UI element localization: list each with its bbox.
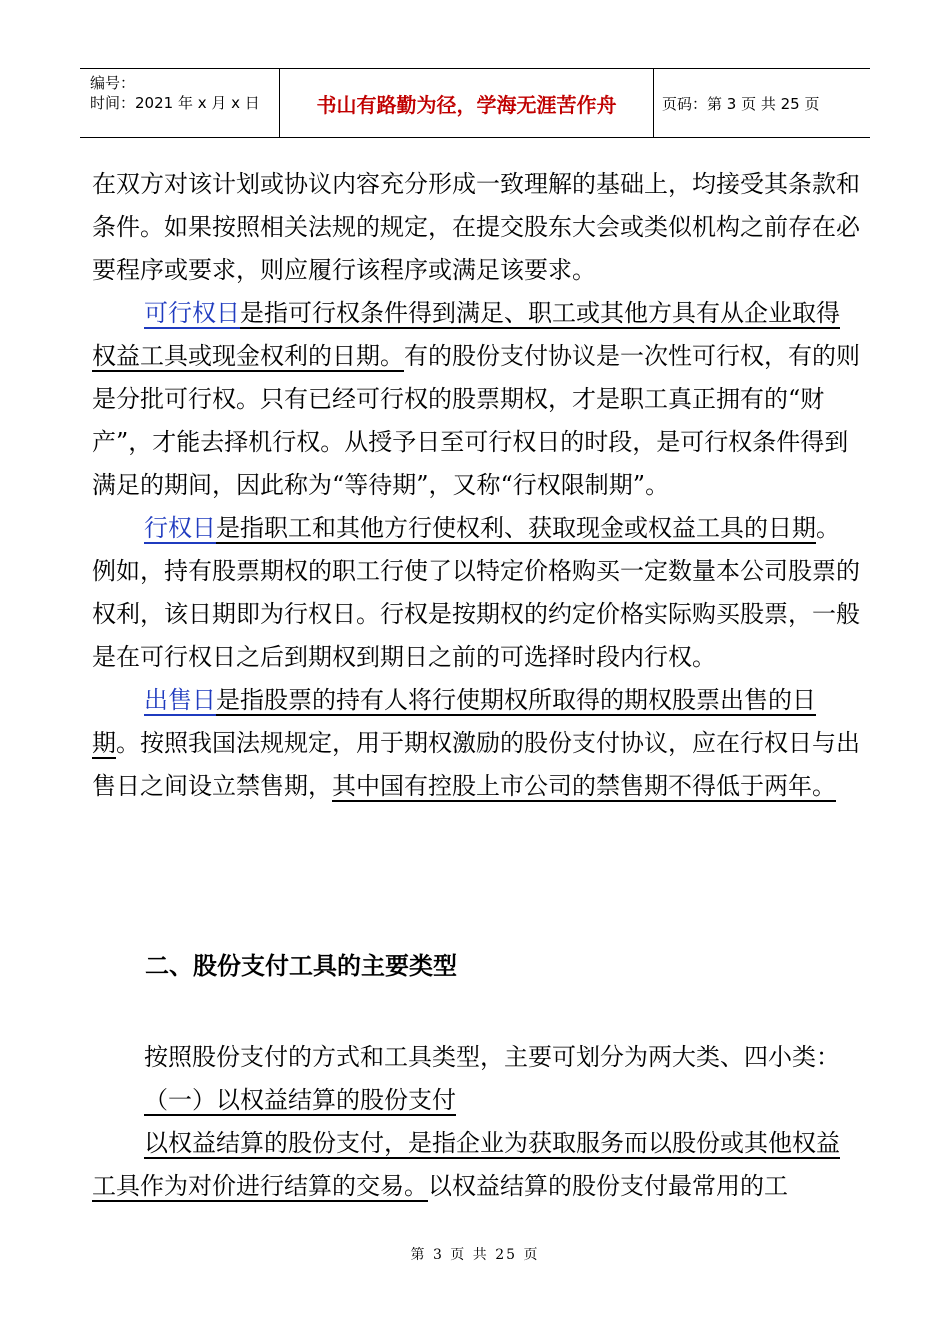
paragraph-2-rest: 有的股份支付协议是一次性可行权，有的则是分批可行权。只有已经可行权的股票期权，才是职工真正拥有的“财产”，才能去择机行权。从授予日至可行权日的时段，是可行权条件得到满足的期间，因此称为“等待期”，又称“行权限制期”。	[92, 342, 860, 499]
subheading	[92, 1079, 862, 1122]
paragraph-6-underlined: 以权益结算的股份支付，是指企业为获取服务而以股份或其他权益工具作为对价进行结算的交易。	[92, 1129, 840, 1200]
page-footer: 第 3 页 共 25 页	[410, 1247, 540, 1263]
paragraph-2	[92, 292, 862, 507]
number-label: 编号：	[90, 74, 136, 92]
paragraph-3-rest: 。例如，持有股票期权的职工行使了以特定价格购买一定数量本公司股票的权利，该日期即为行权日。行权是按期权的约定价格实际购买股票，一般是在可行权日之后到期权到期日之前的可选择时段内行权。	[92, 514, 860, 671]
subheading-text: （一）以权益结算的股份支付	[144, 1086, 456, 1114]
paragraph-4-middle: 。按照我国法规规定，用于期权激励的股份支付协议，应在行权日与出售日之间设立禁售期，	[92, 729, 860, 800]
paragraph-4	[92, 679, 862, 808]
paragraph-5: 按照股份支付的方式和工具类型，主要可划分为两大类、四小类：	[144, 1043, 840, 1071]
time-label: 时间：2021 年 x 月 x 日	[90, 94, 260, 112]
header-meta-cell	[80, 69, 280, 137]
definition-exercise-date: 是指职工和其他方行使权利、获取现金或权益工具的日期	[216, 514, 816, 542]
paragraph-3	[92, 507, 862, 679]
paragraph-1: 在双方对该计划或协议内容充分形成一致理解的基础上，均接受其条款和条件。如果按照相关法规的规定，在提交股东大会或类似机构之前存在必要程序或要求，则应履行该程序或满足该要求。	[92, 170, 860, 284]
main-text	[92, 163, 862, 808]
paragraph-4-underlined-end: 其中国有控股上市公司的禁售期不得低于两年。	[332, 772, 836, 800]
main-text-2	[92, 1036, 862, 1208]
paragraph-6	[92, 1122, 862, 1208]
definition-exercisable-date: 是指可行权条件得到满足、职工或其他方具有从企业取得权益工具或现金权利的日期。	[92, 299, 840, 370]
paragraph-6-rest: 以权益结算的股份支付最常用的工	[428, 1172, 788, 1200]
term-exercisable-date: 可行权日	[144, 299, 240, 327]
term-sale-date: 出售日	[144, 686, 216, 714]
document-header	[80, 68, 870, 138]
header-motto: 书山有路勤为径，学海无涯苦作舟	[280, 69, 654, 137]
section-title: 二、股份支付工具的主要类型	[145, 952, 457, 980]
term-exercise-date: 行权日	[144, 514, 216, 542]
header-page-info: 页码：第 3 页 共 25 页	[662, 94, 820, 113]
definition-sale-date: 是指股票的持有人将行使期权所取得的期权股票出售的日期	[92, 686, 816, 757]
